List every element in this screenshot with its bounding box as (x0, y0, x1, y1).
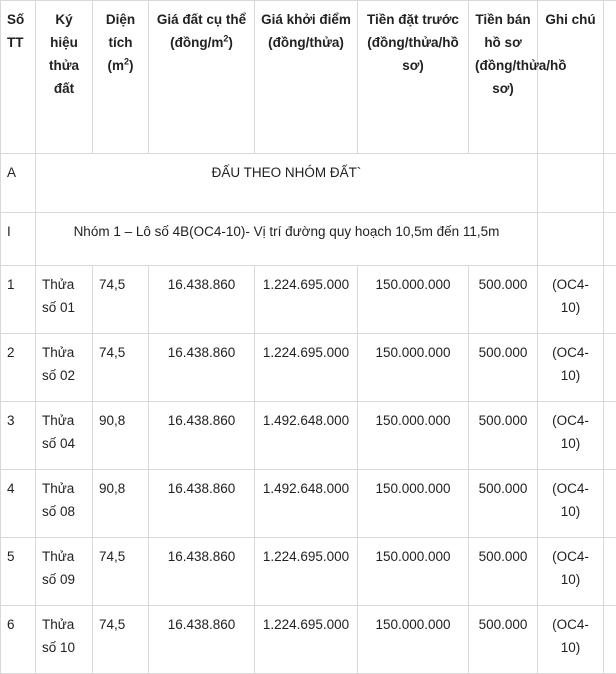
section-row (1, 154, 616, 213)
cell-ghi-chu: (OC4-10) (538, 538, 604, 606)
cell-dien-tich: 74,5 (93, 606, 149, 674)
header-tien-ban-ho-so (469, 1, 538, 154)
header-dien-tich-unit: $(m^2)$ (99, 54, 142, 77)
header-row (1, 1, 616, 154)
cell-tien-dat-truoc: 150.000.000 (358, 606, 469, 674)
cell-ghi-chu: (OC4-10) (538, 266, 604, 334)
cell-tien-ban-ho-so: 500.000 (469, 538, 538, 606)
cell-gia-dat: 16.438.860 (149, 538, 255, 606)
cell-gia-khoi-diem: 1.224.695.000 (255, 538, 358, 606)
empty-cell (604, 266, 616, 334)
empty-cell (604, 538, 616, 606)
cell-stt: 5 (1, 538, 36, 606)
table-row (1, 334, 616, 402)
table-row (1, 470, 616, 538)
cell-stt: 4 (1, 470, 36, 538)
header-gia-dat-label: Giá đất cụ thể (155, 8, 248, 31)
cell-tien-dat-truoc: 150.000.000 (358, 402, 469, 470)
header-tien-dat-truoc-unit: (đồng/thửa/hồ sơ) (364, 31, 462, 77)
cell-ky-hieu: Thửa số 04 (36, 402, 93, 470)
cell-tien-ban-ho-so: 500.000 (469, 266, 538, 334)
cell-gia-khoi-diem: 1.224.695.000 (255, 606, 358, 674)
group-row (1, 213, 616, 266)
header-gia-dat (149, 1, 255, 154)
cell-ky-hieu: Thửa số 09 (36, 538, 93, 606)
cell-ky-hieu: Thửa số 01 (36, 266, 93, 334)
cell-gia-khoi-diem: 1.224.695.000 (255, 266, 358, 334)
cell-stt: 1 (1, 266, 36, 334)
cell-gia-dat: 16.438.860 (149, 402, 255, 470)
empty-cell (604, 334, 616, 402)
empty-cell (604, 213, 616, 266)
cell-tien-ban-ho-so: 500.000 (469, 606, 538, 674)
cell-ghi-chu: (OC4-10) (538, 402, 604, 470)
header-gia-khoi-diem (255, 1, 358, 154)
cell-ky-hieu: Thửa số 08 (36, 470, 93, 538)
empty-cell (604, 402, 616, 470)
cell-dien-tich: 90,8 (93, 402, 149, 470)
header-tien-ban-ho-so-unit: (đồng/thửa/hồ sơ) (475, 54, 531, 100)
empty-cell (604, 470, 616, 538)
cell-gia-khoi-diem: 1.492.648.000 (255, 402, 358, 470)
header-ky-hieu: Ký hiệu thửa đất (36, 1, 93, 154)
cell-stt: 6 (1, 606, 36, 674)
header-ghi-chu: Ghi chú (538, 1, 604, 154)
section-code: A (1, 154, 36, 213)
cell-dien-tich: 74,5 (93, 266, 149, 334)
group-code: I (1, 213, 36, 266)
header-gia-khoi-diem-unit: (đồng/thửa) (261, 31, 351, 54)
cell-gia-dat: 16.438.860 (149, 606, 255, 674)
cell-dien-tich: 90,8 (93, 470, 149, 538)
table-row (1, 402, 616, 470)
cell-stt: 2 (1, 334, 36, 402)
table-row (1, 266, 616, 334)
cell-ghi-chu: (OC4-10) (538, 606, 604, 674)
header-tien-ban-ho-so-label: Tiền bán hồ sơ (475, 8, 531, 54)
cell-ghi-chu: (OC4-10) (538, 470, 604, 538)
cell-ky-hieu: Thửa số 02 (36, 334, 93, 402)
header-tien-dat-truoc-label: Tiền đặt trước (364, 8, 462, 31)
cell-tien-dat-truoc: 150.000.000 (358, 266, 469, 334)
header-extra (604, 1, 616, 154)
header-gia-dat-unit: $(đồng/m^2)$ (155, 31, 248, 54)
cell-dien-tich: 74,5 (93, 538, 149, 606)
cell-ky-hieu: Thửa số 10 (36, 606, 93, 674)
cell-stt: 3 (1, 402, 36, 470)
header-gia-khoi-diem-label: Giá khởi điểm (261, 8, 351, 31)
empty-cell (538, 154, 604, 213)
header-dien-tich (93, 1, 149, 154)
header-dien-tich-label: Diện tích (99, 8, 142, 54)
cell-tien-ban-ho-so: 500.000 (469, 402, 538, 470)
cell-tien-ban-ho-so: 500.000 (469, 470, 538, 538)
cell-tien-dat-truoc: 150.000.000 (358, 334, 469, 402)
cell-gia-dat: 16.438.860 (149, 470, 255, 538)
cell-ghi-chu: (OC4-10) (538, 334, 604, 402)
cell-gia-dat: 16.438.860 (149, 334, 255, 402)
cell-gia-dat: 16.438.860 (149, 266, 255, 334)
cell-tien-dat-truoc: 150.000.000 (358, 470, 469, 538)
group-label: Nhóm 1 – Lô số 4B(OC4-10)- Vị trí đường quy hoạch 10,5m đến 11,5m (36, 213, 538, 266)
cell-dien-tich: 74,5 (93, 334, 149, 402)
empty-cell (538, 213, 604, 266)
table-row (1, 606, 616, 674)
cell-tien-dat-truoc: 150.000.000 (358, 538, 469, 606)
empty-cell (604, 154, 616, 213)
cell-gia-khoi-diem: 1.224.695.000 (255, 334, 358, 402)
section-label: ĐẤU THEO NHÓM ĐẤT` (36, 154, 538, 213)
header-stt: Số TT (1, 1, 36, 154)
cell-gia-khoi-diem: 1.492.648.000 (255, 470, 358, 538)
header-tien-dat-truoc (358, 1, 469, 154)
cell-tien-ban-ho-so: 500.000 (469, 334, 538, 402)
table-row (1, 538, 616, 606)
empty-cell (604, 606, 616, 674)
